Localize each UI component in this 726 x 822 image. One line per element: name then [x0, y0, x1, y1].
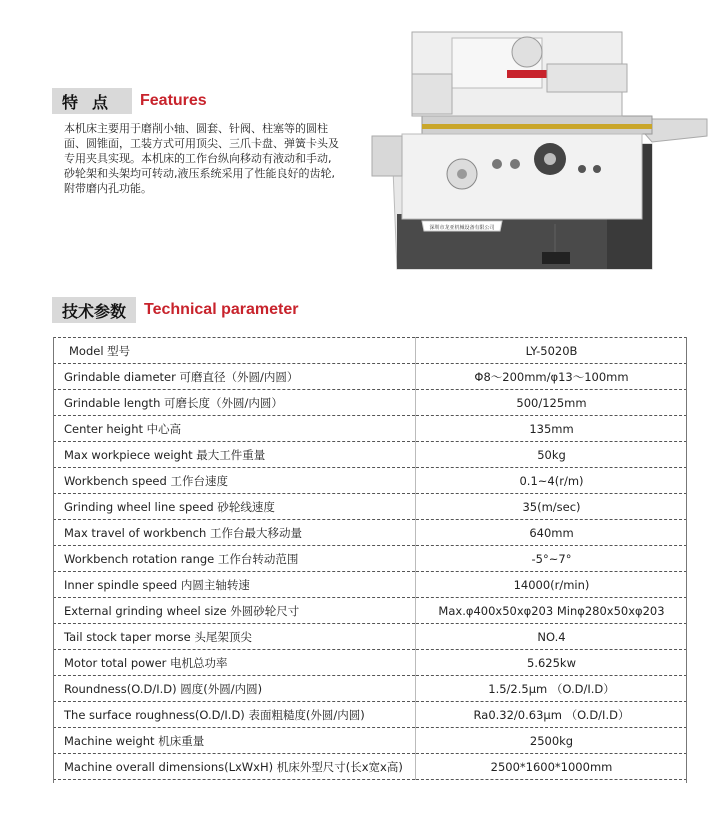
parameter-value: NO.4	[416, 624, 688, 650]
features-heading	[52, 88, 207, 114]
technical-heading	[52, 297, 298, 323]
parameter-row	[53, 624, 687, 650]
parameter-value: -5°~7°	[416, 546, 688, 572]
parameter-row	[53, 598, 687, 624]
parameter-row	[53, 702, 687, 728]
parameter-label: Tail stock taper morse 头尾架顶尖	[53, 624, 416, 650]
parameter-label: Inner spindle speed 内圆主轴转速	[53, 572, 416, 598]
parameter-row	[53, 390, 687, 416]
parameter-table	[53, 337, 687, 780]
parameter-row	[53, 494, 687, 520]
parameter-label: Grindable length 可磨长度（外圆/内圆）	[53, 390, 416, 416]
features-title-en: Features	[140, 92, 207, 109]
parameter-label: Max travel of workbench 工作台最大移动量	[53, 520, 416, 546]
parameter-row	[53, 676, 687, 702]
parameter-row	[53, 754, 687, 780]
parameter-row	[53, 572, 687, 598]
parameter-label: Motor total power 电机总功率	[53, 650, 416, 676]
parameter-value: 14000(r/min)	[416, 572, 688, 598]
parameter-value: 135mm	[416, 416, 688, 442]
technical-title-zh: 技术参数	[52, 297, 136, 323]
parameter-value: 500/125mm	[416, 390, 688, 416]
parameter-value: 5.625kw	[416, 650, 688, 676]
table-right-border	[686, 337, 687, 783]
machine-nameplate: 深圳市龙亚机械设备有限公司	[429, 225, 495, 231]
parameter-label: Machine weight 机床重量	[53, 728, 416, 754]
parameter-value: 2500kg	[416, 728, 688, 754]
parameter-row	[53, 442, 687, 468]
parameter-row	[53, 468, 687, 494]
parameter-value: 1.5/2.5μm （O.D/I.D）	[416, 676, 688, 702]
parameter-label: The surface roughness(O.D/I.D) 表面粗糙度(外圆/内圆)	[53, 702, 416, 728]
parameter-value: 2500*1600*1000mm	[416, 754, 688, 780]
parameter-value: 640mm	[416, 520, 688, 546]
parameter-value: Ra0.32/0.63μm （O.D/I.D）	[416, 702, 688, 728]
parameter-row	[53, 364, 687, 390]
table-left-border	[53, 337, 54, 783]
parameter-label: Roundness(O.D/I.D) 圆度(外圆/内圆)	[53, 676, 416, 702]
parameter-row	[53, 338, 687, 364]
parameter-value: Φ8～200mm/φ13～100mm	[416, 364, 688, 390]
parameter-label: Max workpiece weight 最大工件重量	[53, 442, 416, 468]
parameter-row	[53, 728, 687, 754]
parameter-row	[53, 546, 687, 572]
parameter-value: 35(m/sec)	[416, 494, 688, 520]
parameter-row	[53, 520, 687, 546]
grinding-machine-image	[352, 24, 712, 274]
parameter-label: Center height 中心高	[53, 416, 416, 442]
parameter-label: Model 型号	[53, 338, 416, 364]
features-description: 本机床主要用于磨削小轴、圆套、针阀、柱塞等的圆柱面、圆锥面，工装方式可用顶尖、三爪卡盘、弹簧卡头及专用夹具实现。本机床的工作台纵向移动有液动和手动,砂轮架和头架均可转动,液压系统采用了性能良好的齿轮,附带磨内孔功能。	[64, 122, 339, 195]
features-title-zh: 特点	[52, 88, 132, 114]
parameter-value: LY-5020B	[416, 338, 688, 364]
parameter-value: 0.1~4(r/m)	[416, 468, 688, 494]
parameter-label: Workbench speed 工作台速度	[53, 468, 416, 494]
parameter-label: Grinding wheel line speed 砂轮线速度	[53, 494, 416, 520]
parameter-label: External grinding wheel size 外圆砂轮尺寸	[53, 598, 416, 624]
parameter-row	[53, 416, 687, 442]
parameter-label: Workbench rotation range 工作台转动范围	[53, 546, 416, 572]
technical-title-en: Technical parameter	[144, 301, 299, 318]
parameter-label: Grindable diameter 可磨直径（外圆/内圆）	[53, 364, 416, 390]
parameter-value: 50kg	[416, 442, 688, 468]
parameter-value: Max.φ400x50xφ203 Minφ280x50xφ203	[416, 598, 688, 624]
parameter-row	[53, 650, 687, 676]
parameter-label: Machine overall dimensions(LxWxH) 机床外型尺寸(长x宽x高)	[53, 754, 416, 780]
